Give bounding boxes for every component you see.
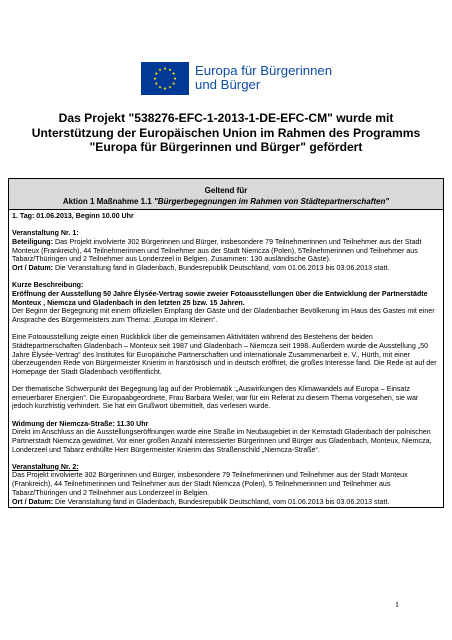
logo-line-2: und Bürger (195, 77, 261, 92)
header-aktion-label: Aktion 1 Maßnahme 1.1 (62, 197, 154, 206)
event-1-location-text: Die Veranstaltung fand in Gladenbach, Bundesrepublik Deutschland, vom 01.06.2013 bis 03.06.2013 statt. (53, 264, 390, 273)
event-2-location-label: Ort / Datum: (12, 497, 53, 506)
header-aktion (13, 196, 439, 207)
event-1-title: Veranstaltung Nr. 1: (12, 229, 79, 238)
document-title (20, 111, 432, 155)
eu-stars (141, 62, 189, 95)
logo-text (195, 64, 332, 92)
event-table (8, 178, 444, 508)
short-description (12, 281, 440, 325)
table-body (9, 210, 443, 507)
eu-programme-logo (141, 55, 337, 101)
event-2 (12, 463, 440, 507)
short-description-title: Kurze Beschreibung: (12, 281, 84, 290)
short-description-bold: Eröffnung der Ausstellung 50 Jahre Élysée-Vertrag sowie zweier Fotoausstellungen über die Entwicklung der Partnerstädte Monteux , Niemcza und Gladenbach in den letzten 25 bzw. 15 Jahren. (12, 289, 428, 307)
short-description-text: Der Beginn der Begegnung mit einem offiziellen Empfang der Gäste und der Gladenbacher Bevölkerung im Haus des Gastes mit einer Ansprache des Bürgermeisters zum Thema: „Europa im Kleinen“. (12, 307, 435, 325)
header-aktion-italic: "Bürgerbegegnungen im Rahmen von Städtepartnerschaften" (153, 197, 390, 206)
event-1 (12, 229, 440, 273)
street-dedication-title: Widmung der Niemcza-Straße: 11.30 Uhr (12, 419, 149, 428)
paragraph-climate-topic: Der thematische Schwerpunkt der Begegnung lag auf der Problematik :„Auswirkungen des Klimawandels auf Europa – Einsatz erneuerbarer Energien“. Die Europaabgeordnete, Frau Barbara Weiler, war für ein Referat zu diesem Thema vorgesehen, sie war jedoch kurzfristig verhindert. Sie hat ein Grußwort übermittelt, das verlesen wurde. (12, 385, 419, 411)
event-2-text: Das Projekt involvierte 302 Bürgerinnen und Bürger, insbesondere 79 Teilnehmerinnen und Teilnehmer aus der Stadt Monteux (Frankreich), 44 Teilnehmerinnen und Teilnehmer aus der Stadt Niemcza (Polen), 5 Teilnehmerinnen und Teilnehmer aus Tabarz/Thüringen und 2 Teilnehmer aus Londerzeel in Belgien. (12, 471, 408, 497)
eu-flag-icon (141, 62, 189, 95)
event-1-location-label: Ort / Datum: (12, 264, 53, 273)
street-dedication (12, 420, 440, 455)
page-number: 1 (395, 600, 399, 609)
event-1-participation-label: Beteiligung: (12, 238, 53, 246)
event-2-title: Veranstaltung Nr. 2: (12, 462, 79, 471)
event-2-location-text: Die Veranstaltung fand in Gladenbach, Bundesrepublik Deutschland, vom 01.06.2013 bis 03.06.2013 statt. (53, 497, 390, 506)
event-1-participation-text: Das Projekt involvierte 302 Bürgerinnen und Bürger, insbesondere 79 Teilnehmerinnen und Teilnehmer aus der Stadt Monteux (Frankreich), 44 Teilnehmerinnen und Teilnehmer aus der Stadt Niemcza (Polen), 5Teilnehmerinnen und Teilnehmer aus Tabarz/Thüringen und 2 Teilnehmer aus Londerzeel in Belgien. Zusammen: 130 ausländische Gäste). (12, 238, 422, 264)
table-header (9, 179, 443, 210)
street-dedication-text: Direkt im Anschluss an die Ausstellungseröffnungen wurde eine Straße im Neubaugebiet in der Kernstadt Gladenbach der polnischen Partnerstadt Niemcza gewidmet. Vor einer großen Anzahl interessierter Bürgerinnen und Bürger aus Gladenbach, Monteux, Niemcza, Londerzeel und Tabarz enthüllte Herr Bürgermeister Knierim das Straßenschild „Niemcza-Straße“. (12, 428, 432, 454)
title-line-1: Das Projekt "538276-EFC-1-2013-1-DE-EFC-CM" wurde mit (58, 111, 394, 125)
logo-line-1: Europa für Bürgerinnen (195, 63, 333, 78)
title-line-2: Unterstützung der Europäischen Union im Rahmen des Programms (31, 125, 421, 140)
paragraph-photo-exhibition: Eine Fotoausstellung zeigte einen Rückblick über die gemeinsamen Aktivitäten während des Bestehens der beiden Städtepartnerschaften Gladenbach – Monteux seit 1987 und Gladenbach – Niemcza seit 1998. Außerdem wurde die Ausstellung „50 Jahre Élysée-Vertrag“ des Institutes für Europäische Partnerschaften und internationale Zusammenarbeit e. V., Hürth, mit einer überzeugenden Rede von Bürgermeister Knierim in französisch und in deutsch eröffnet, die großes Interesse fand. Die Rede ist auf der Homepage der Stadt Gladenbach veröffentlicht. (12, 333, 437, 376)
header-geltend: Geltend für (204, 186, 248, 195)
title-line-3: "Europa für Bürgerinnen und Bürger" gefördert (89, 140, 363, 155)
day-heading: 1. Tag: 01.06.2013, Beginn 10.00 Uhr (12, 212, 134, 220)
